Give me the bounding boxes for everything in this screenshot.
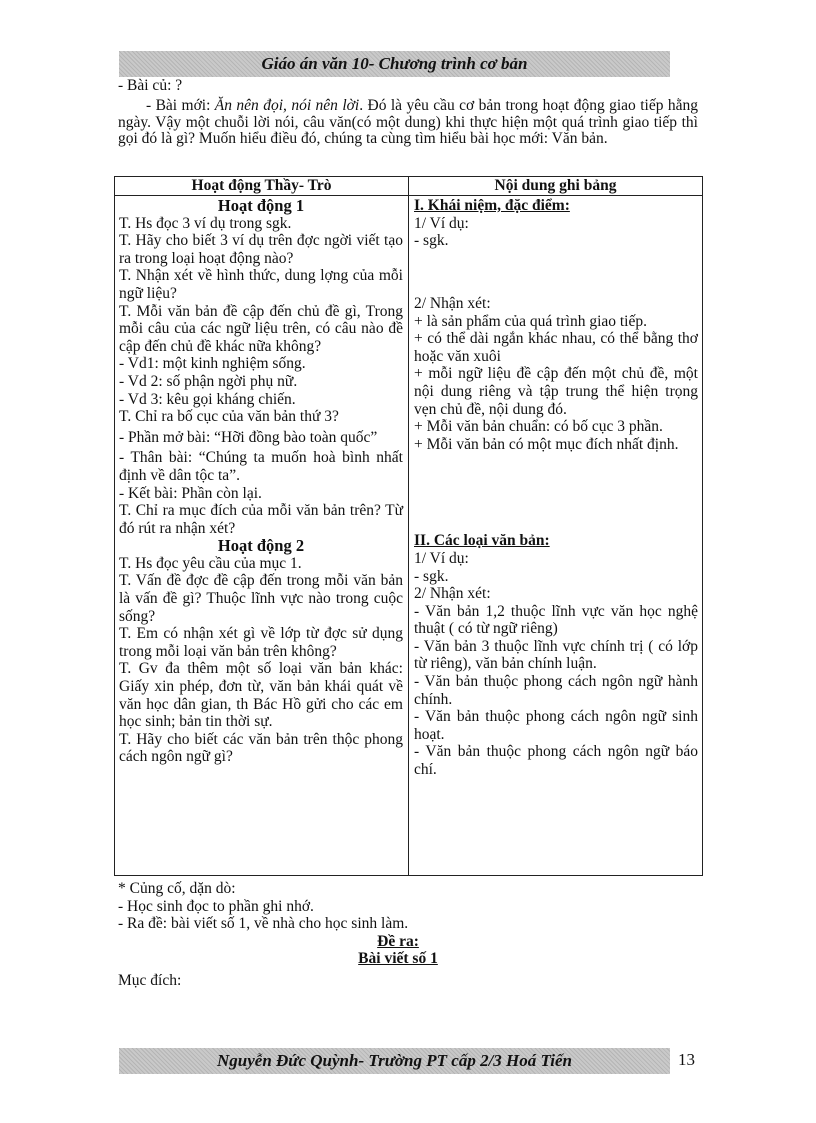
- left-line: T. Hãy cho biết các văn bản trên thộc phong cách ngôn ngữ gì?: [119, 730, 403, 766]
- left-line: T. Hs đọc yêu cầu của mục 1.: [119, 554, 302, 572]
- activity-1-title: Hoạt động 1: [217, 196, 305, 215]
- left-line: T. Em có nhận xét gì về lớp từ đợc sử dụng trong mỗi loại văn bản trên không?: [119, 625, 403, 660]
- right-line: 1/ Ví dụ:: [414, 214, 469, 232]
- col-left-header: Hoạt động Thầy- Trò: [191, 177, 332, 194]
- section-2-title: II. Các loại văn bản:: [414, 532, 550, 550]
- right-line: - Văn bản thuộc phong cách ngôn ngữ báo chí.: [414, 743, 698, 779]
- left-line: T. Mỗi văn bản đề cập đến chủ đề gì, Trong mỗi câu của các ngữ liệu trên, có câu nào đề cập đến chủ đề khác nữa không?: [119, 302, 403, 355]
- left-line: T. Gv đa thêm một số loại văn bản khác: Giấy xin phép, đơn từ, văn bản khái quát về văn học dân gian, th Bác Hồ gửi cho các em học sinh; bản tin thời sự.: [119, 660, 403, 731]
- right-line: + Mỗi văn bản có một mục đích nhất định.: [414, 435, 679, 453]
- tail-line: - Ra đề: bài viết số 1, về nhà cho học sinh làm.: [118, 915, 409, 932]
- board-content-column: [414, 197, 698, 779]
- essay-title: Bài viết số 1: [358, 950, 438, 967]
- left-line: - Vd 3: kêu gọi kháng chiến.: [119, 390, 296, 408]
- header-divider: [115, 195, 702, 196]
- left-line: - Vd 2: số phận ngời phụ nữ.: [119, 372, 298, 390]
- new-lesson-paragraph: [118, 98, 698, 148]
- right-line: 2/ Nhận xét:: [414, 585, 491, 603]
- activity-2-title: Hoạt động 2: [217, 536, 305, 556]
- footer-banner: [119, 1048, 670, 1074]
- spacer: [414, 250, 698, 268]
- left-line: - Phần mở bài: “Hỡi đồng bào toàn quốc”: [119, 428, 378, 446]
- section-1-title: I. Khái niệm, đặc điểm:: [414, 197, 570, 214]
- right-line: - Văn bản thuộc phong cách ngôn ngữ hành chính.: [414, 673, 698, 708]
- new-lesson-text: . Đó là yêu cầu cơ bản trong hoạt động giao tiếp hằng ngày. Vậy một chuỗi lời nói, câu văn(có một dung) khi thực hiện một quá trình giao tiếp thì gọi đó là gì? Muốn hiểu điều đó, chúng ta cùng tìm hiểu bài học mới: Văn bản.: [118, 97, 698, 147]
- right-line: 1/ Ví dụ:: [414, 549, 469, 567]
- left-line: T. Hs đọc 3 ví dụ trong sgk.: [119, 214, 292, 232]
- header-banner: [119, 51, 670, 77]
- left-line: T. Chỉ ra bố cục của văn bản thứ 3?: [119, 408, 339, 426]
- header-title: Giáo án văn 10- Chương trình cơ bản: [261, 54, 528, 73]
- new-lesson-prefix: - Bài mới:: [146, 97, 215, 114]
- teacher-student-column: [119, 197, 403, 766]
- right-line: - Văn bản 1,2 thuộc lĩnh vực văn học nghệ thuật ( có từ ngữ riêng): [414, 602, 698, 638]
- right-line: - sgk.: [414, 567, 449, 585]
- right-line: + có thể dài ngắn khác nhau, có thể bằng thơ hoặc văn xuôi: [414, 330, 698, 365]
- right-line: + Mỗi văn bản chuẩn: có bố cục 3 phần.: [414, 418, 663, 436]
- right-line: + là sản phẩm của quá trình giao tiếp.: [414, 312, 647, 330]
- closing-section: [118, 880, 678, 968]
- col-right-header: Nội dung ghi bảng: [494, 177, 617, 194]
- right-line: - Văn bản 3 thuộc lĩnh vực chính trị ( có lớp từ riêng), văn bản chính luận.: [414, 637, 698, 673]
- page-number: 13: [678, 1050, 695, 1069]
- left-line: T. Hãy cho biết 3 ví dụ trên đợc ngời viết tạo ra trong loại hoạt động nào?: [119, 232, 403, 267]
- right-line: - Văn bản thuộc phong cách ngôn ngữ sinh hoạt.: [414, 708, 698, 743]
- left-line: T. Nhận xét về hình thức, dung lợng của mỗi ngữ liệu?: [119, 267, 403, 302]
- right-line: + mỗi ngữ liệu đề cập đến một chủ đề, một nội dung riêng và tập trung thể hiện trọng vẹn chủ đề, nội dung đó.: [414, 365, 698, 418]
- old-lesson-line: - Bài củ: ?: [118, 77, 183, 94]
- spacer: [414, 453, 698, 532]
- proverb: Ăn nên đọi, nói nên lời: [214, 97, 360, 114]
- left-line: - Kết bài: Phần còn lại.: [119, 484, 262, 502]
- left-line: T. Vấn đề đợc đề cập đến trong mỗi văn bản là vấn đề gì? Thuộc lĩnh vực nào trong cuộc sống?: [119, 572, 403, 625]
- assignment-heading: Đề ra:: [377, 932, 419, 950]
- lesson-table: [114, 176, 703, 876]
- spacer: [414, 285, 698, 295]
- right-line: - sgk.: [414, 232, 449, 250]
- footer-text: Nguyễn Đức Quỳnh- Trường PT cấp 2/3 Hoá Tiến: [217, 1051, 572, 1070]
- left-line: - Vd1: một kinh nghiệm sống.: [119, 355, 306, 373]
- purpose-label: Mục đích:: [118, 972, 182, 989]
- right-line: 2/ Nhận xét:: [414, 294, 491, 312]
- tail-line: * Củng cố, dặn dò:: [118, 880, 236, 897]
- left-line: T. Chỉ ra mục đích của mỗi văn bản trên? Từ đó rút ra nhận xét?: [119, 502, 403, 537]
- spacer: [414, 267, 698, 285]
- left-line: - Thân bài: “Chúng ta muốn hoà bình nhất định về dân tộc ta”.: [119, 449, 403, 484]
- tail-line: - Học sinh đọc to phần ghi nhớ.: [118, 897, 314, 915]
- column-divider: [408, 177, 409, 875]
